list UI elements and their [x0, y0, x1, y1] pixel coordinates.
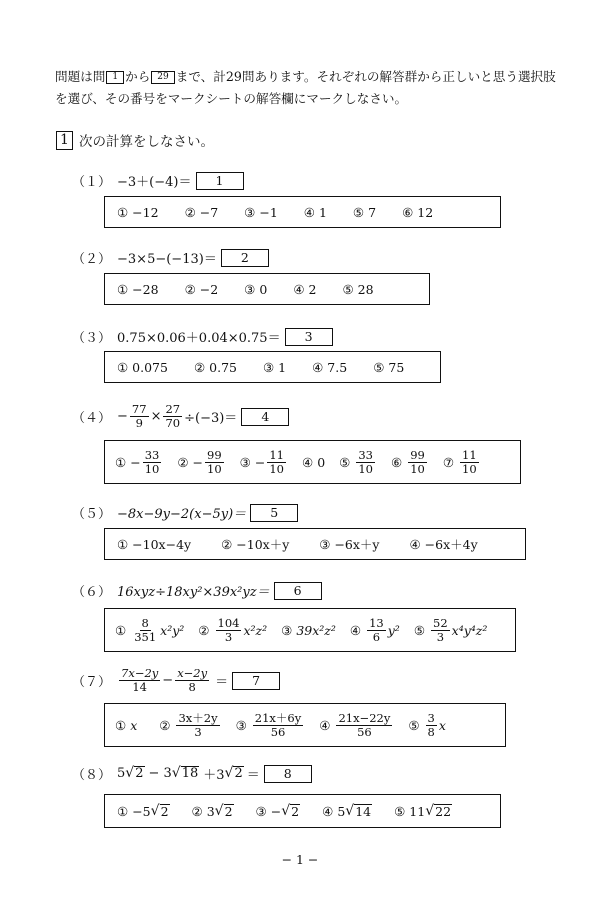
choice[interactable]	[350, 617, 400, 644]
choice-marker: ⑥	[390, 454, 403, 470]
choice-sign: −	[192, 454, 204, 470]
numerator: 104	[217, 615, 240, 630]
choice-fraction	[367, 617, 386, 644]
denominator: 6	[372, 629, 381, 644]
question-expression: ＝	[215, 675, 229, 690]
denominator: 10	[462, 461, 477, 476]
choices-5	[104, 528, 526, 560]
choice[interactable]: ⑤ 7	[352, 204, 377, 220]
choice-marker: ⑤	[413, 622, 426, 638]
numerator: 21x＋6y	[254, 710, 302, 725]
choice-fraction	[336, 712, 392, 739]
choice-marker: ③	[281, 622, 293, 638]
square-root: √ 22	[425, 802, 452, 819]
question-operator: ×	[150, 409, 162, 424]
numerator: 99	[410, 447, 425, 462]
choice-fraction	[408, 449, 427, 476]
question-1	[72, 171, 244, 190]
instructions-text: を選び、その番号をマークシートの解答欄にマークしなさい。	[55, 91, 408, 106]
numerator: 3	[427, 710, 435, 725]
question-fraction	[175, 667, 209, 694]
radicand: 14	[355, 803, 372, 819]
square-root: √ 2	[150, 802, 169, 819]
numerator: 3x＋2y	[178, 710, 218, 725]
numerator: 11	[269, 447, 284, 462]
radicand: 18	[181, 766, 199, 781]
instructions-text: から	[125, 69, 151, 84]
choices-1	[104, 196, 501, 228]
question-fraction	[119, 667, 160, 694]
question-8	[72, 764, 312, 783]
answer-box: 6	[274, 582, 322, 600]
square-root: √ 2	[125, 765, 144, 781]
choice-sign: −	[254, 454, 266, 470]
choice[interactable]	[443, 449, 481, 476]
instructions-text: まで、計29問あります。それぞれの解答群から正しいと思う選択肢	[175, 69, 556, 84]
choice[interactable]: ① −28	[117, 281, 159, 297]
choice[interactable]	[115, 449, 163, 476]
question-sign: −	[117, 409, 128, 424]
numerator: 13	[369, 615, 384, 630]
choice[interactable]	[319, 712, 394, 739]
choice[interactable]	[115, 718, 137, 733]
numerator: 33	[358, 447, 373, 462]
choice-marker: ③	[239, 454, 251, 470]
choice-marker: ①	[115, 717, 127, 733]
choice-fraction	[253, 712, 303, 739]
question-expression: −3＋(−4)＝	[117, 175, 192, 190]
numerator: 11	[462, 447, 477, 462]
choice-marker: ①	[117, 803, 129, 819]
choice[interactable]	[198, 617, 267, 644]
choice[interactable]: ② −7	[184, 204, 219, 220]
coefficient: − 3	[148, 766, 172, 781]
square-root: √ 18	[171, 765, 199, 781]
coefficient: −	[270, 803, 282, 819]
choice-fraction	[216, 617, 242, 644]
denominator: 56	[357, 724, 372, 739]
radicand: 22	[435, 803, 452, 819]
square-root: √ 14	[345, 802, 372, 819]
numerator: 33	[144, 447, 160, 462]
choice[interactable]	[115, 617, 184, 644]
radicand: 2	[291, 803, 300, 819]
denominator: 10	[207, 461, 222, 476]
choice-sign: −	[130, 454, 141, 470]
choice[interactable]: ① −12	[117, 204, 159, 220]
choices-8	[104, 794, 501, 828]
choice[interactable]: ③ 1	[262, 359, 287, 375]
choice[interactable]: ⑤ 28	[342, 281, 374, 297]
denominator: 70	[165, 416, 181, 430]
question-fraction	[163, 403, 182, 430]
denominator: 8	[427, 724, 435, 739]
choice[interactable]	[177, 449, 225, 476]
question-operator: −	[162, 673, 174, 688]
choice[interactable]: ① −10x−4y	[117, 536, 192, 552]
answer-box: 3	[285, 328, 333, 346]
choices-4	[104, 440, 521, 484]
question-expression: 16xyz÷18xy²×39x²yz＝	[117, 585, 270, 600]
choice-marker: ①	[115, 622, 127, 638]
square-root: √ 2	[224, 765, 243, 781]
answer-box: 8	[264, 765, 312, 783]
choice-term: x	[130, 717, 138, 733]
choice-marker: ④	[301, 454, 314, 470]
choice[interactable]	[408, 712, 446, 739]
radicand: 2	[224, 803, 233, 819]
question-number: （２）	[72, 252, 112, 267]
denominator: 8	[188, 680, 196, 694]
coefficient: 11	[409, 803, 426, 819]
choice-marker: ①	[115, 454, 127, 470]
question-number: （７）	[72, 675, 112, 690]
choice-term: x²y²	[160, 622, 185, 638]
choice-marker: ④	[322, 803, 334, 819]
choice-fraction	[176, 712, 219, 739]
choice-term: x⁴y⁴z²	[451, 622, 488, 638]
choice[interactable]	[159, 712, 221, 739]
choice-fraction	[426, 712, 437, 739]
choice[interactable]: ③ −6x＋y	[319, 537, 380, 552]
choice-value: 0	[317, 454, 326, 470]
choice[interactable]	[256, 804, 301, 819]
choice[interactable]	[339, 449, 377, 476]
choice-fraction	[267, 449, 286, 476]
question-expression: ＝	[246, 768, 260, 783]
choice[interactable]: ② −10x＋y	[221, 537, 290, 552]
numerator: 21x−22y	[338, 710, 391, 725]
question-expression: −3×5−(−13)＝	[117, 252, 217, 267]
coefficient: ＋3	[203, 768, 225, 783]
question-fraction	[130, 403, 149, 430]
choice-fraction	[143, 449, 162, 476]
choices-6	[104, 608, 516, 652]
choice-fraction	[356, 449, 375, 476]
question-2	[72, 248, 269, 267]
numerator: 52	[433, 615, 448, 630]
section-header	[56, 130, 214, 150]
section-number: 1	[56, 131, 73, 150]
choice-marker: ⑤	[394, 803, 406, 819]
choice[interactable]: ③ −1	[244, 204, 278, 220]
choice[interactable]	[240, 449, 288, 476]
choice[interactable]	[117, 804, 170, 819]
answer-box: 1	[196, 172, 244, 190]
numerator: 8	[141, 615, 149, 630]
numerator: 7x−2y	[121, 666, 159, 680]
question-7	[72, 667, 280, 694]
choice-marker: ⑤	[408, 717, 420, 733]
choices-7	[104, 703, 506, 747]
coefficient: 5	[337, 803, 346, 819]
choice[interactable]	[281, 623, 336, 638]
choice-marker: ④	[349, 622, 362, 638]
choice-marker: ②	[191, 803, 203, 819]
denominator: 3	[224, 629, 233, 644]
denominator: 9	[135, 416, 143, 430]
radicand: 2	[160, 803, 169, 819]
denominator: 10	[144, 461, 160, 476]
denominator: 14	[132, 680, 147, 694]
denominator: 10	[358, 461, 373, 476]
choice-marker: ③	[255, 803, 267, 819]
choice-term: x	[438, 717, 446, 733]
choice[interactable]: ④ −6x＋4y	[409, 537, 478, 552]
question-number: （６）	[72, 585, 112, 600]
square-root: √ 2	[281, 802, 300, 819]
question-expression: −8x−9y−2(x−5y)＝	[117, 507, 247, 522]
question-number: （１）	[72, 175, 112, 190]
choice-marker: ②	[159, 717, 171, 733]
numerator: x−2y	[177, 666, 208, 680]
question-number: （８）	[72, 768, 112, 783]
choice-term: y²	[387, 622, 400, 638]
choice-fraction	[132, 617, 158, 644]
choice[interactable]: ⑤ 75	[373, 359, 405, 375]
question-expression: 0.75×0.06＋0.04×0.75＝	[117, 331, 281, 346]
choice-fraction	[205, 449, 224, 476]
choice[interactable]: ⑥ 12	[402, 204, 434, 220]
choice-term: 39x²z²	[296, 622, 336, 638]
coefficient: 5	[117, 766, 126, 781]
radicand: 2	[135, 766, 144, 781]
denominator: 10	[269, 461, 284, 476]
choice[interactable]	[302, 455, 325, 470]
square-root: √ 2	[214, 802, 233, 819]
choice[interactable]: ④ 7.5	[312, 359, 348, 375]
question-number: （４）	[72, 411, 112, 426]
page-number: − 1 −	[281, 852, 319, 867]
choice-marker: ③	[235, 717, 247, 733]
choice-marker: ④	[319, 717, 331, 733]
choice[interactable]: ③ 0	[244, 281, 268, 297]
question-4	[72, 403, 289, 430]
choice[interactable]	[192, 804, 234, 819]
answer-box: 4	[241, 408, 289, 426]
answer-box: 5	[250, 504, 298, 522]
question-5	[72, 503, 298, 522]
instructions	[55, 66, 565, 110]
choice-term: x²z²	[243, 622, 268, 638]
choice-marker: ②	[177, 454, 189, 470]
choice[interactable]	[391, 449, 429, 476]
coefficient: 3	[206, 803, 215, 819]
answer-box: 7	[232, 672, 280, 690]
last-question-box: 29	[151, 71, 174, 84]
choices-2	[104, 273, 430, 305]
choice[interactable]	[322, 804, 372, 819]
question-number: （５）	[72, 507, 112, 522]
choice-marker: ⑤	[339, 454, 351, 470]
choice[interactable]	[394, 804, 452, 819]
question-3	[72, 327, 333, 346]
question-number: （３）	[72, 331, 112, 346]
denominator: 56	[270, 724, 286, 739]
choice[interactable]: ② −2	[184, 281, 219, 297]
choice-marker: ②	[198, 622, 210, 638]
first-question-box: 1	[106, 71, 124, 84]
choice[interactable]	[236, 712, 306, 739]
section-title: 次の計算をしなさい。	[79, 134, 214, 150]
answer-box: 2	[221, 249, 269, 267]
denominator: 3	[194, 724, 202, 739]
choice-marker: ⑦	[442, 454, 455, 470]
denominator: 351	[134, 629, 157, 644]
choice-fraction	[460, 449, 479, 476]
radicand: 2	[234, 766, 243, 781]
choice[interactable]: ④ 1	[303, 204, 327, 220]
denominator: 10	[410, 461, 425, 476]
numerator: 99	[207, 447, 222, 462]
choice-fraction	[431, 617, 450, 644]
coefficient: −5	[132, 803, 151, 819]
instructions-text: 問題は問	[55, 69, 106, 84]
question-6	[72, 581, 322, 600]
choice[interactable]	[414, 617, 488, 644]
choice[interactable]: ④ 2	[293, 281, 317, 297]
choice[interactable]: ① 0.075	[117, 359, 168, 375]
question-expression: ÷(−3)＝	[184, 411, 238, 426]
numerator: 27	[165, 402, 181, 416]
numerator: 77	[131, 402, 147, 416]
denominator: 3	[436, 629, 445, 644]
choices-3	[104, 351, 441, 383]
choice[interactable]: ② 0.75	[193, 359, 237, 375]
